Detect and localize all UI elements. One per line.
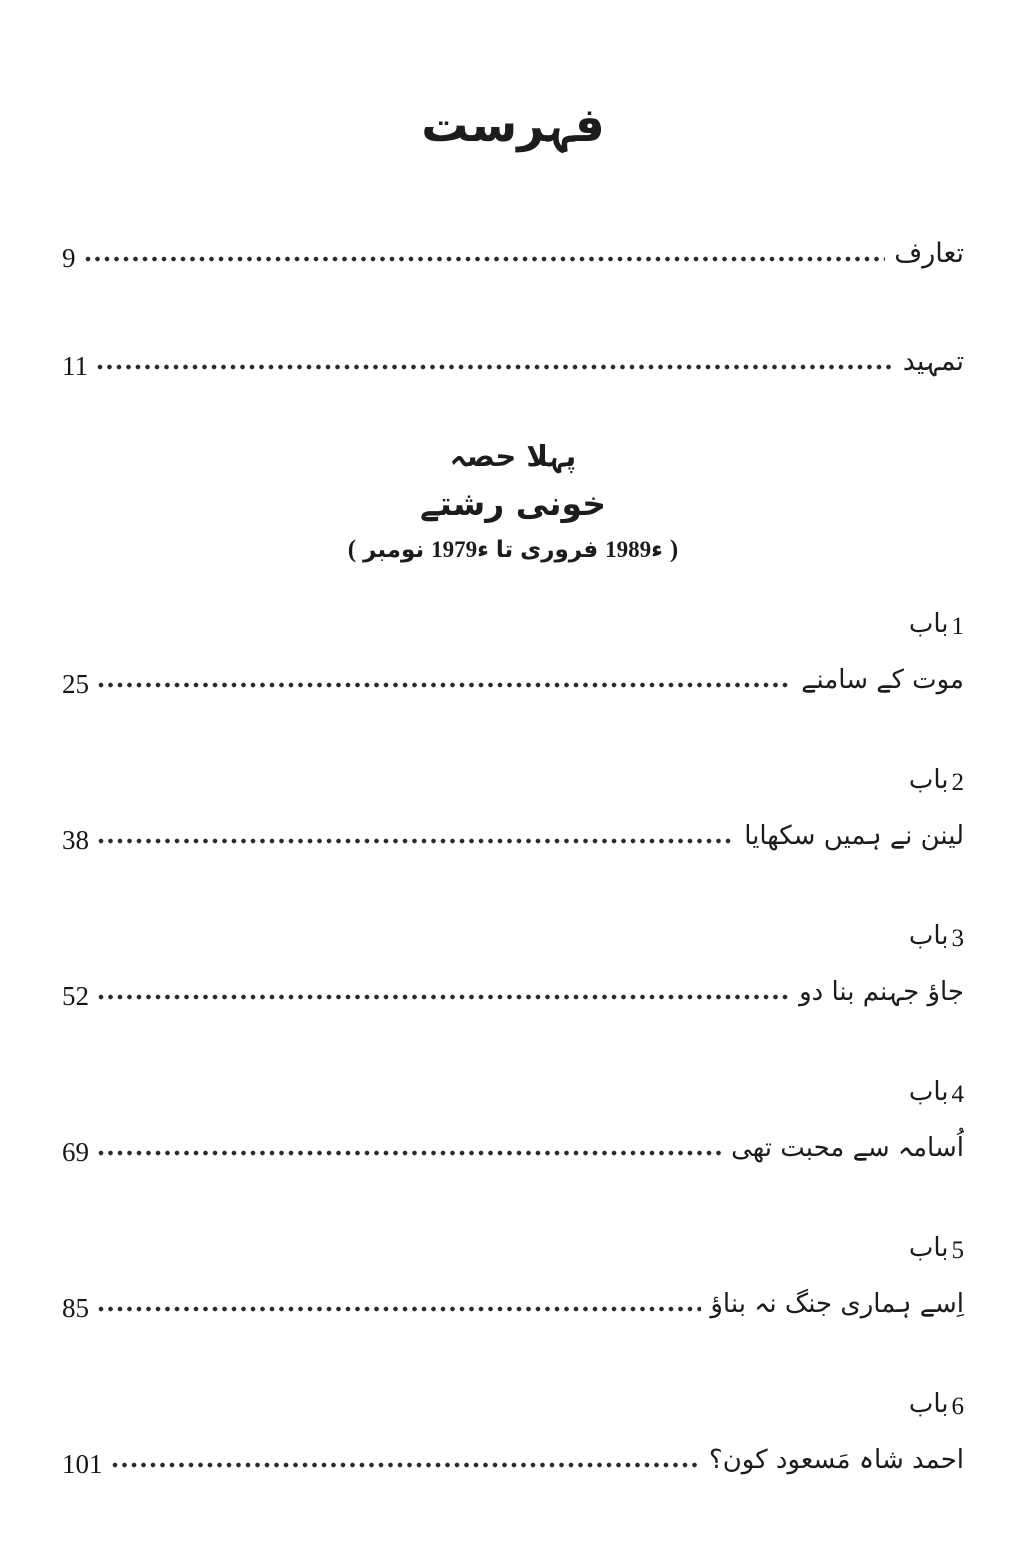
toc-chapter bbox=[62, 1226, 964, 1322]
open-paren: ( bbox=[347, 536, 357, 564]
toc-chapter bbox=[62, 1070, 964, 1166]
toc-entry bbox=[62, 1430, 964, 1478]
chapter-number: 5 bbox=[951, 1237, 964, 1265]
toc-entry bbox=[62, 224, 964, 272]
entry-title: اُسامہ سے محبت تھی bbox=[731, 1133, 964, 1164]
chapter-number: 1 bbox=[951, 613, 964, 641]
page-title: فہرست bbox=[421, 98, 605, 153]
entry-title: احمد شاہ مَسعود کون؟ bbox=[708, 1445, 964, 1476]
chapter-heading bbox=[62, 758, 964, 798]
toc-entry bbox=[62, 806, 964, 854]
part-title: خونی رشتے bbox=[420, 483, 606, 523]
part-date-range bbox=[62, 528, 964, 572]
chapter-label: باب bbox=[908, 1077, 949, 1108]
toc-chapter bbox=[62, 758, 964, 854]
chapter-number: 3 bbox=[951, 925, 964, 953]
page-number: 25 bbox=[62, 668, 89, 699]
chapter-number: 6 bbox=[951, 1393, 964, 1421]
chapter-number: 4 bbox=[951, 1081, 964, 1109]
toc-entry bbox=[62, 962, 964, 1010]
date-word: تا bbox=[495, 537, 514, 564]
dotted-leader bbox=[98, 1150, 722, 1156]
entry-title: جاؤ جہنم بنا دو bbox=[799, 977, 964, 1008]
part-label: پہلا حصہ bbox=[449, 439, 577, 473]
entry-title: موت کے سامنے bbox=[801, 665, 964, 696]
date-word: فروری bbox=[520, 537, 599, 564]
entry-title: لینن نے ہمیں سکھایا bbox=[744, 821, 964, 852]
page-number: 52 bbox=[62, 980, 89, 1011]
close-paren: ) bbox=[669, 536, 679, 564]
toc-entry bbox=[62, 1118, 964, 1166]
toc-chapter bbox=[62, 602, 964, 698]
page-number: 11 bbox=[62, 350, 88, 381]
dotted-leader bbox=[98, 994, 790, 1000]
entry-title: تمہید bbox=[902, 345, 964, 377]
chapter-heading bbox=[62, 1070, 964, 1110]
chapter-label: باب bbox=[908, 765, 949, 796]
page-number: 38 bbox=[62, 824, 89, 855]
toc-chapter bbox=[62, 914, 964, 1010]
chapter-label: باب bbox=[908, 1389, 949, 1420]
dotted-leader bbox=[97, 364, 894, 370]
page-number: 9 bbox=[62, 242, 76, 273]
chapter-label: باب bbox=[908, 609, 949, 640]
dotted-leader bbox=[98, 1306, 701, 1312]
date-year: 1989ء bbox=[605, 537, 663, 563]
chapter-number: 2 bbox=[951, 769, 964, 797]
page-number: 69 bbox=[62, 1136, 89, 1167]
chapter-label: باب bbox=[908, 1233, 949, 1264]
chapter-label: باب bbox=[908, 921, 949, 952]
entry-title: اِسے ہماری جنگ نہ بناؤ bbox=[710, 1289, 964, 1320]
page-number: 85 bbox=[62, 1292, 89, 1323]
date-year: 1979ء bbox=[431, 537, 489, 563]
toc-chapter bbox=[62, 1382, 964, 1478]
chapter-heading bbox=[62, 602, 964, 642]
chapter-heading bbox=[62, 1226, 964, 1266]
chapter-heading bbox=[62, 1382, 964, 1422]
entry-title: تعارف bbox=[894, 237, 964, 269]
toc-entry bbox=[62, 650, 964, 698]
toc-entry bbox=[62, 332, 964, 380]
page-number: 101 bbox=[62, 1448, 103, 1479]
dotted-leader bbox=[98, 838, 735, 844]
chapter-heading bbox=[62, 914, 964, 954]
dotted-leader bbox=[98, 682, 792, 688]
part-heading bbox=[62, 434, 964, 572]
date-word: نومبر bbox=[363, 537, 425, 564]
toc-entry bbox=[62, 1274, 964, 1322]
dotted-leader bbox=[112, 1462, 700, 1468]
dotted-leader bbox=[85, 256, 886, 262]
